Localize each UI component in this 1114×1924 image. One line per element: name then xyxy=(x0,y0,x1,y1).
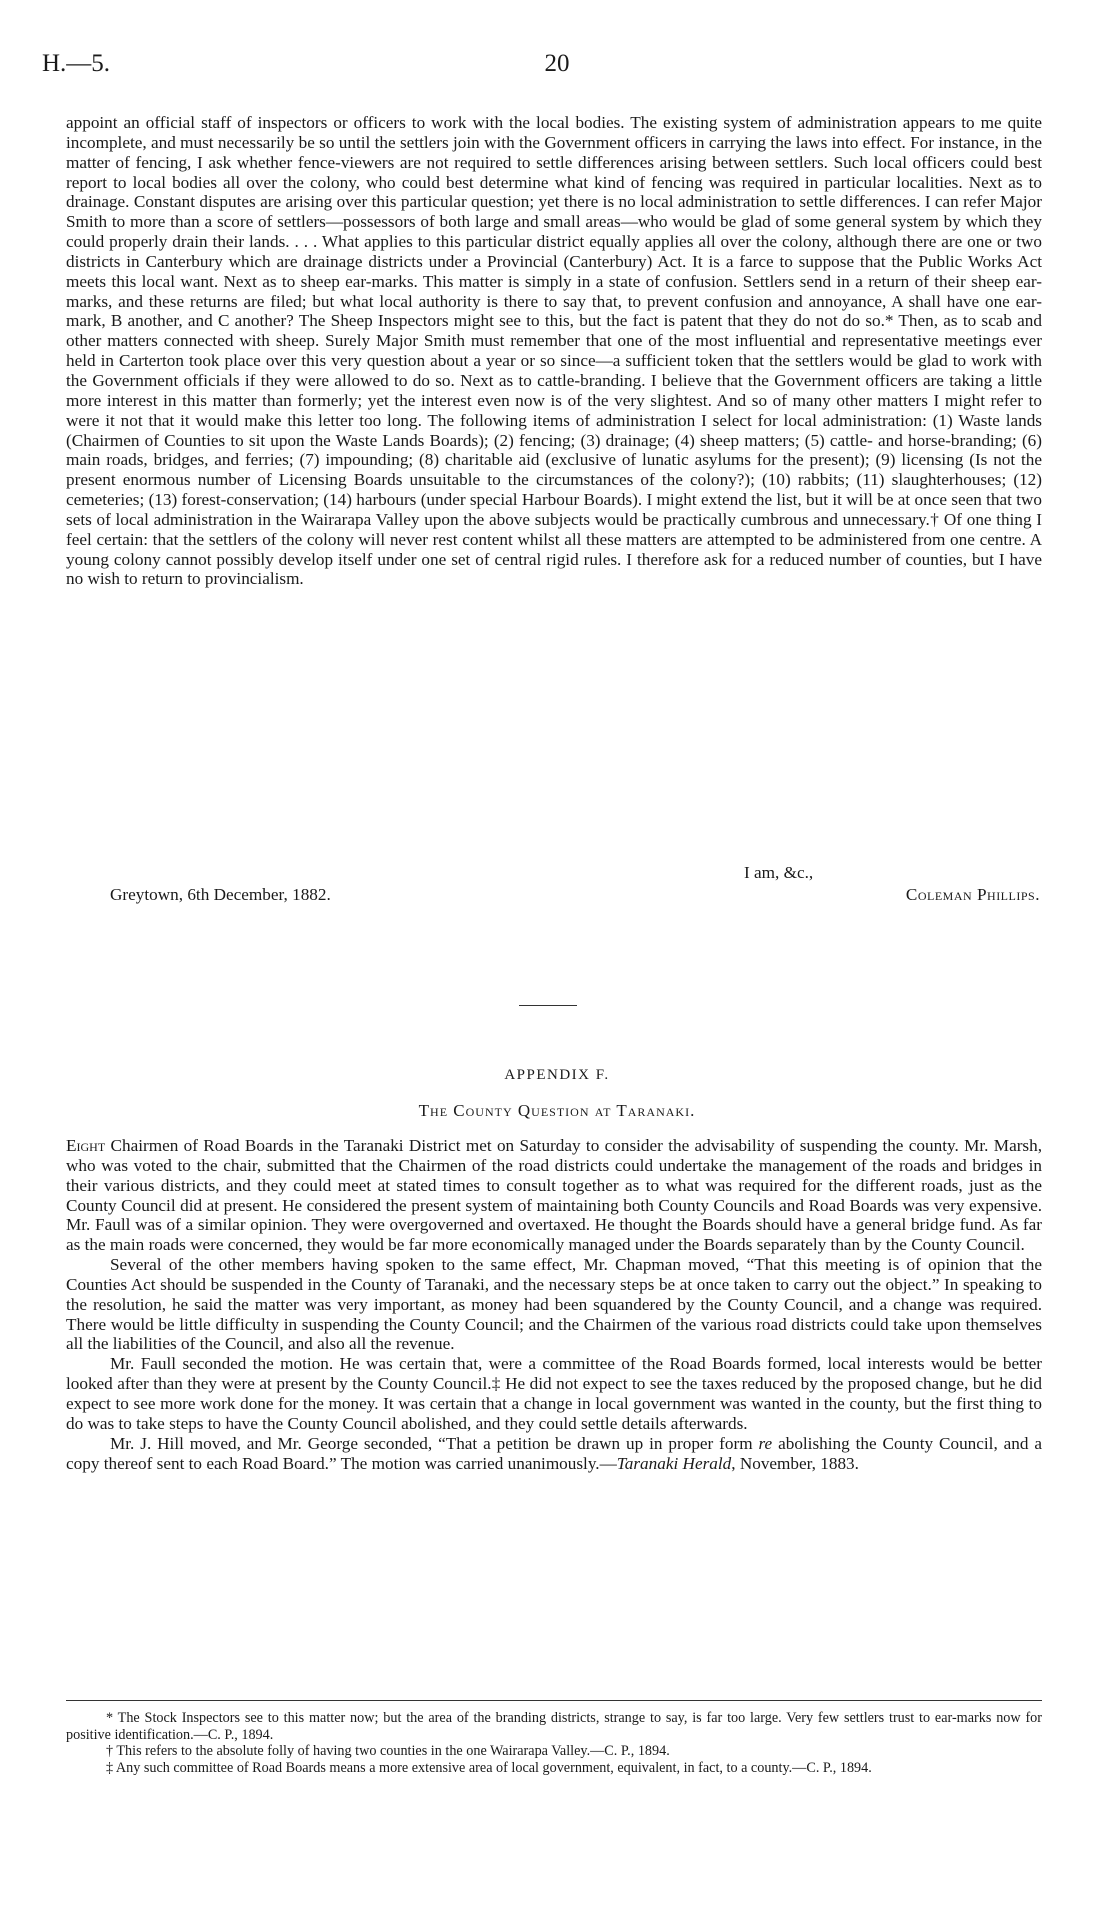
source-date: , November, 1883. xyxy=(731,1453,859,1473)
footnote-rule xyxy=(66,1700,1042,1701)
section-divider xyxy=(519,1005,577,1006)
page-header xyxy=(42,50,1072,84)
footnote: † This refers to the absolute folly of having two counties in the one Wairarapa Valley.—C. P., 1894. xyxy=(106,1743,670,1759)
article-paragraph xyxy=(66,1434,1042,1474)
paragraph-text: Mr. J. Hill moved, and Mr. George seconded, “That a petition be drawn up in proper form xyxy=(110,1433,759,1453)
lead-word: Eight xyxy=(66,1136,106,1155)
article-paragraph: Mr. Faull seconded the motion. He was certain that, were a committee of the Road Boards formed, local interests would be better looked after than they were at present by the County Council.‡ He did not expect to see the taxes reduced by the proposed change, but he did expect to see more work done for the money. It was certain that a change in local government was wanted in the county, but the first thing to do was to take steps to have the County Council abolished, and they could settle details afterwards. xyxy=(66,1354,1042,1433)
letter-closing: I am, &c., xyxy=(744,863,814,882)
letter-place-date: Greytown, 6th December, 1882. xyxy=(110,885,331,904)
appendix-article xyxy=(66,1136,1042,1473)
footnote: ‡ Any such committee of Road Boards means a more extensive area of local government, equivalent, in fact, to a county.—C. P., 1894. xyxy=(106,1759,872,1776)
appendix-title: The County Question at Taranaki. xyxy=(418,1101,696,1120)
footnotes xyxy=(66,1710,1042,1776)
report-code: H.—5. xyxy=(42,50,111,77)
page-number: 20 xyxy=(544,50,570,77)
footnote: * The Stock Inspectors see to this matter now; but the area of the branding districts, strange to say, is far too large. Very few settlers trust to ear-marks now for positive identification.—C. P., 1894. xyxy=(66,1710,1042,1743)
letter-body: appoint an official staff of inspectors or officers to work with the local bodies. The existing system of administration appears to me quite incomplete, and must necessarily be so until the settlers join with the Government officers in carrying the laws into effect. For instance, in the matter of fencing, I ask whether fence-viewers are not required to settle differences arising between settlers. Such local officers could best report to local bodies all over the colony, who could best determine what kind of fencing was required in particular localities. Next as to drainage. Constant disputes are arising over this particular question; yet there is no local administration to settle differences. I can refer Major Smith to more than a score of settlers—possessors of both large and small areas—who would be glad of some general system by which they could properly drain their lands. . . . What applies to this particular district equally applies all over the colony, although there are one or two districts in Canterbury which are drainage districts under a Provincial (Canterbury) Act. It is a farce to suppose that the Public Works Act meets this local want. Next as to sheep ear-marks. This matter is simply in a state of confusion. Settlers send in a return of their sheep ear-marks, and these returns are filed; but what local authority is there to say that, to prevent confusion and annoyance, A shall have one ear-mark, B another, and C another? The Sheep Inspectors might see to this, but the fact is patent that they do not do so.* Then, as to scab and other matters connected with sheep. Surely Major Smith must remember that one of the most influential and representative meetings ever held in Carterton took place over this very question about a year or so since—a sufficient token that the settlers would be glad to work with the Government officials if they were allowed to do so. Next as to cattle-branding. I believe that the Government officers are taking a little more interest in this matter than formerly; yet the interest even now is of the very slightest. And so of many other matters I might refer to were it not that it would make this letter too long. The following items of administration I select for local administration: (1) Waste lands (Chairmen of Counties to sit upon the Waste Lands Boards); (2) fencing; (3) drainage; (4) sheep matters; (5) cattle- and horse-branding; (6) main roads, bridges, and ferries; (7) impounding; (8) charitable aid (exclusive of lunatic asylums for the present); (9) licensing (Is not the present enormous number of Licensing Boards unsuitable to the circumstances of the colony?); (10) rabbits; (11) slaughterhouses; (12) cemeteries; (13) forest-conservation; (14) harbours (under special Harbour Boards). I might extend the list, but it will be at once seen that two sets of local administration in the Wairarapa Valley upon the above subjects would be practically cumbrous and unnecessary.† Of one thing I feel certain: that the settlers of the colony will never rest content whilst all these matters are attempted to be administered from one centre. A young colony cannot possibly develop itself under one set of central rigid rules. I therefore ask for a reduced number of counties, but I have no wish to return to provincialism. xyxy=(66,113,1042,589)
letter-signoff xyxy=(66,862,1042,906)
italic-term: re xyxy=(758,1433,773,1453)
paragraph-text: abolishing the County Council, and a copy thereof sent to each Road Board.” The motion was carried unanimously.— xyxy=(66,1433,1043,1473)
article-paragraph xyxy=(66,1136,1042,1255)
source-citation: Taranaki Herald xyxy=(616,1453,732,1473)
letter-signature: Coleman Phillips. xyxy=(905,885,1040,904)
article-paragraph: Several of the other members having spoken to the same effect, Mr. Chapman moved, “That this meeting is of opinion that the Counties Act should be suspended in the County of Taranaki, and the necessary steps be at once taken to carry out the object.” In speaking to the resolution, he said the matter was very important, as money had been squandered by the County Council, and a change was required. There would be little difficulty in suspending the County Council; and the Chairmen of the various road districts could take upon themselves all the liabilities of the Council, and also all the revenue. xyxy=(66,1255,1042,1354)
appendix-label: APPENDIX F. xyxy=(504,1067,610,1083)
paragraph-text: Chairmen of Road Boards in the Taranaki District met on Saturday to consider the advisability of suspending the county. Mr. Marsh, who was voted to the chair, submitted that the Chairmen of the road districts could undertake the management of the roads and bridges in their various districts, and they could meet at stated times to consult together as to what was required for the different roads, just as the County Council did at present. He considered the present system of maintaining both County Councils and Road Boards was very expensive. Mr. Faull was of a similar opinion. They were overgoverned and overtaxed. He thought the Boards should have a general bridge fund. As far as the main roads were concerned, they would be far more economically managed under the Boards separately than by the County Council. xyxy=(66,1136,1042,1255)
